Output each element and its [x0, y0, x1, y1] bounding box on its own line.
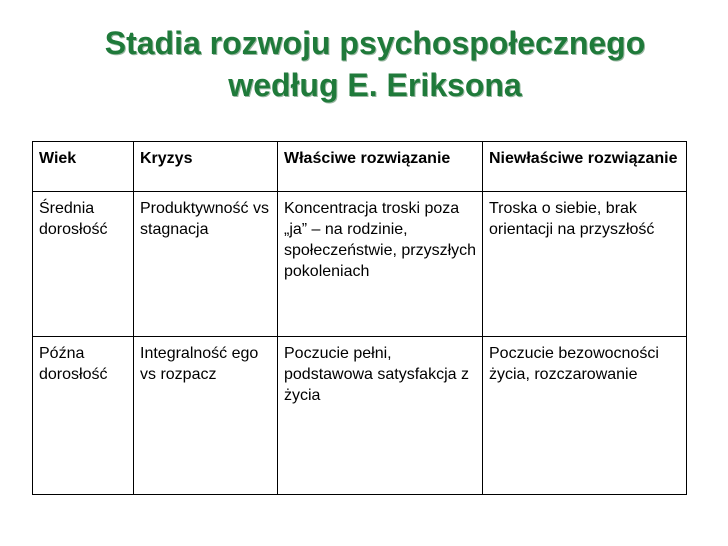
cell-wlasciwe: Koncentracja troski poza „ja” – na rodzinie, społeczeństwie, przyszłych pokoleniach — [278, 192, 483, 337]
header-niewlasciwe-rozwiazanie: Niewłaściwe rozwiązanie — [483, 142, 687, 192]
cell-wlasciwe: Poczucie pełni, podstawowa satysfakcja z życia — [278, 337, 483, 495]
table-row — [33, 192, 687, 337]
slide-title-line-1: Stadia rozwoju psychospołecznego — [104, 25, 646, 61]
header-wiek: Wiek — [33, 142, 134, 192]
header-kryzys: Kryzys — [134, 142, 278, 192]
header-wlasciwe-rozwiazanie: Właściwe rozwiązanie — [278, 142, 483, 192]
cell-kryzys: Integralność ego vs rozpacz — [134, 337, 278, 495]
cell-niewlasciwe: Troska o siebie, brak orientacji na przyszłość — [483, 192, 687, 337]
slide-title — [40, 22, 710, 106]
cell-wiek: Późna dorosłość — [33, 337, 134, 495]
table-row — [33, 337, 687, 495]
table-header-row — [33, 142, 687, 192]
slide-title-line-2: według E. Eriksona — [228, 67, 522, 103]
erikson-stages-table — [32, 141, 687, 495]
cell-kryzys: Produktywność vs stagnacja — [134, 192, 278, 337]
cell-niewlasciwe: Poczucie bezowocności życia, rozczarowanie — [483, 337, 687, 495]
cell-wiek: Średnia dorosłość — [33, 192, 134, 337]
